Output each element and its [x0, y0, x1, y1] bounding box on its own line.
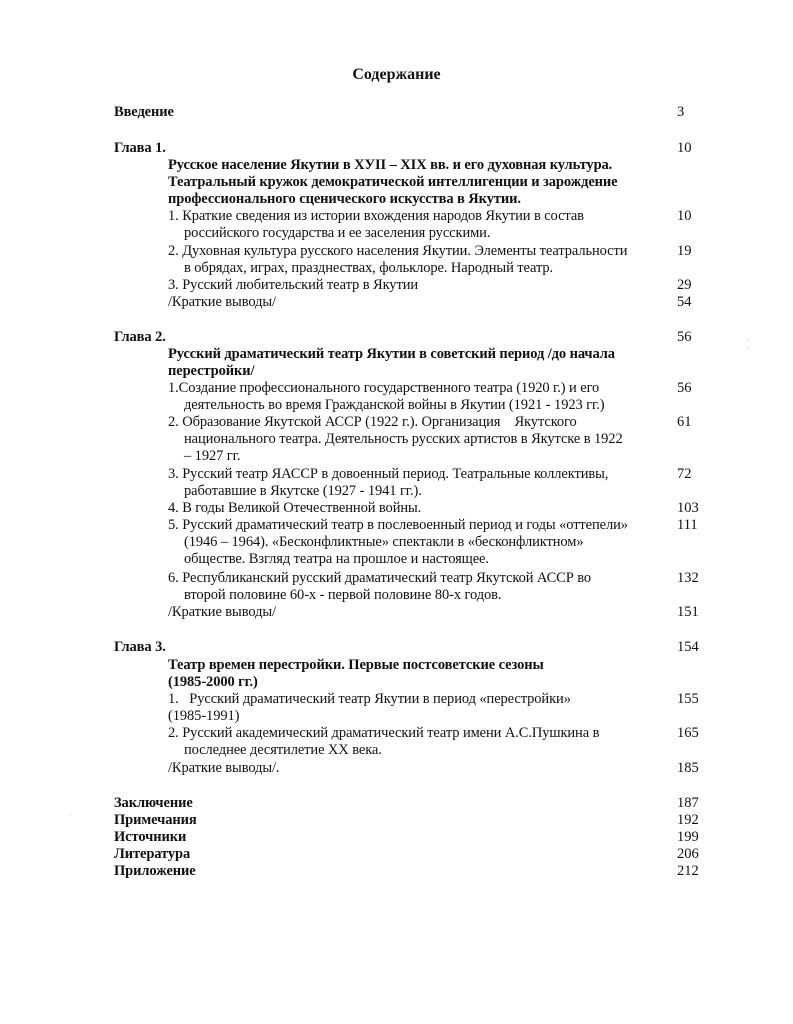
chapter-3-heading-line: Театр времен перестройки. Первые постсоветские сезоны	[168, 657, 544, 673]
scan-speck	[748, 340, 749, 341]
toc-intro-label: Введение	[114, 104, 174, 120]
toc-1-1-line: российского государства и ее заселения русскими.	[184, 225, 491, 241]
toc-2-4-page: 103	[677, 500, 699, 516]
toc-3-summary: /Краткие выводы/.	[168, 760, 280, 776]
toc-1-3-line: 3. Русский любительский театр в Якутии	[168, 277, 419, 293]
page-title: Содержание	[352, 66, 441, 83]
toc-2-1-page: 56	[677, 380, 692, 396]
toc-1-1-page: 10	[677, 208, 692, 224]
toc-2-3-page: 72	[677, 466, 692, 482]
toc-2-1-line: 1.Создание профессионального государственного театра (1920 г.) и его	[168, 380, 600, 396]
chapter-1-page: 10	[677, 140, 692, 156]
scan-speck	[748, 348, 749, 349]
toc-2-5-page: 111	[677, 517, 698, 533]
chapter-1-heading-line: профессионального сценического искусства в Якутии.	[168, 191, 521, 207]
toc-1-2-page: 19	[677, 243, 692, 259]
toc-2-6-page: 132	[677, 570, 699, 586]
toc-1-2-line: в обрядах, играх, празднествах, фольклоре. Народный театр.	[184, 260, 554, 276]
chapter-3-label: Глава 3.	[114, 639, 166, 655]
toc-sources-label: Источники	[114, 829, 187, 845]
chapter-3-page: 154	[677, 639, 699, 655]
toc-2-2-line: – 1927 гг.	[184, 448, 241, 464]
toc-3-2-line: 2. Русский академический драматический театр имени А.С.Пушкина в	[168, 725, 600, 741]
toc-2-5-line: 5. Русский драматический театр в послевоенный период и годы «оттепели»	[168, 517, 628, 533]
toc-3-1-line: (1985-1991)	[168, 708, 240, 724]
toc-3-2-line: последнее десятилетие ХХ века.	[184, 742, 382, 758]
toc-2-5-line: обществе. Взгляд театра на прошлое и настоящее.	[184, 551, 489, 567]
toc-3-1-page: 155	[677, 691, 699, 707]
toc-2-4-line: 4. В годы Великой Отечественной войны.	[168, 500, 422, 516]
scan-speck	[70, 814, 71, 815]
chapter-2-label: Глава 2.	[114, 329, 166, 345]
toc-2-5-line: (1946 – 1964). «Бесконфликтные» спектакли в «бесконфликтном»	[184, 534, 584, 550]
toc-intro-page: 3	[677, 104, 685, 120]
toc-appendix-label: Приложение	[114, 863, 196, 879]
toc-conclusion-page: 187	[677, 795, 699, 811]
toc-sources-page: 199	[677, 829, 699, 845]
chapter-2-heading-line: перестройки/	[168, 363, 255, 379]
chapter-1-heading-line: Русское население Якутии в XУII – XIX вв. и его духовная культура.	[168, 157, 613, 173]
chapter-3-heading-line: (1985-2000 гг.)	[168, 674, 258, 690]
chapter-2-page: 56	[677, 329, 692, 345]
toc-literature-label: Литература	[114, 846, 191, 862]
toc-2-2-line: 2. Образование Якутской АССР (1922 г.). Организация Якутского	[168, 414, 577, 430]
chapter-1-label: Глава 1.	[114, 140, 166, 156]
toc-2-3-line: 3. Русский театр ЯАССР в довоенный период. Театральные коллективы,	[168, 466, 609, 482]
toc-3-1-line: 1. Русский драматический театр Якутии в период «перестройки»	[168, 691, 571, 707]
toc-1-summary: /Краткие выводы/	[168, 294, 276, 310]
toc-2-2-line: национального театра. Деятельность русских артистов в Якутске в 1922	[184, 431, 623, 447]
toc-2-3-line: работавшие в Якутске (1927 - 1941 гг.).	[184, 483, 422, 499]
toc-1-summary-page: 54	[677, 294, 692, 310]
toc-2-2-page: 61	[677, 414, 692, 430]
toc-conclusion-label: Заключение	[114, 795, 193, 811]
toc-1-3-page: 29	[677, 277, 692, 293]
toc-2-summary: /Краткие выводы/	[168, 604, 276, 620]
toc-notes-page: 192	[677, 812, 699, 828]
toc-1-1-line: 1. Краткие сведения из истории вхождения народов Якутии в состав	[168, 208, 584, 224]
toc-appendix-page: 212	[677, 863, 699, 879]
toc-1-2-line: 2. Духовная культура русского населения Якутии. Элементы театральности	[168, 243, 628, 259]
toc-notes-label: Примечания	[114, 812, 197, 828]
toc-2-summary-page: 151	[677, 604, 699, 620]
toc-3-summary-page: 185	[677, 760, 699, 776]
toc-literature-page: 206	[677, 846, 699, 862]
toc-2-6-line: второй половине 60-х - первой половине 80-х годов.	[184, 587, 502, 603]
toc-2-6-line: 6. Республиканский русский драматический театр Якутской АССР во	[168, 570, 591, 586]
toc-3-2-page: 165	[677, 725, 699, 741]
chapter-1-heading-line: Театральный кружок демократической интеллигенции и зарождение	[168, 174, 618, 190]
toc-2-1-line: деятельность во время Гражданской войны в Якутии (1921 - 1923 гг.)	[184, 397, 605, 413]
chapter-2-heading-line: Русский драматический театр Якутии в советский период /до начала	[168, 346, 615, 362]
